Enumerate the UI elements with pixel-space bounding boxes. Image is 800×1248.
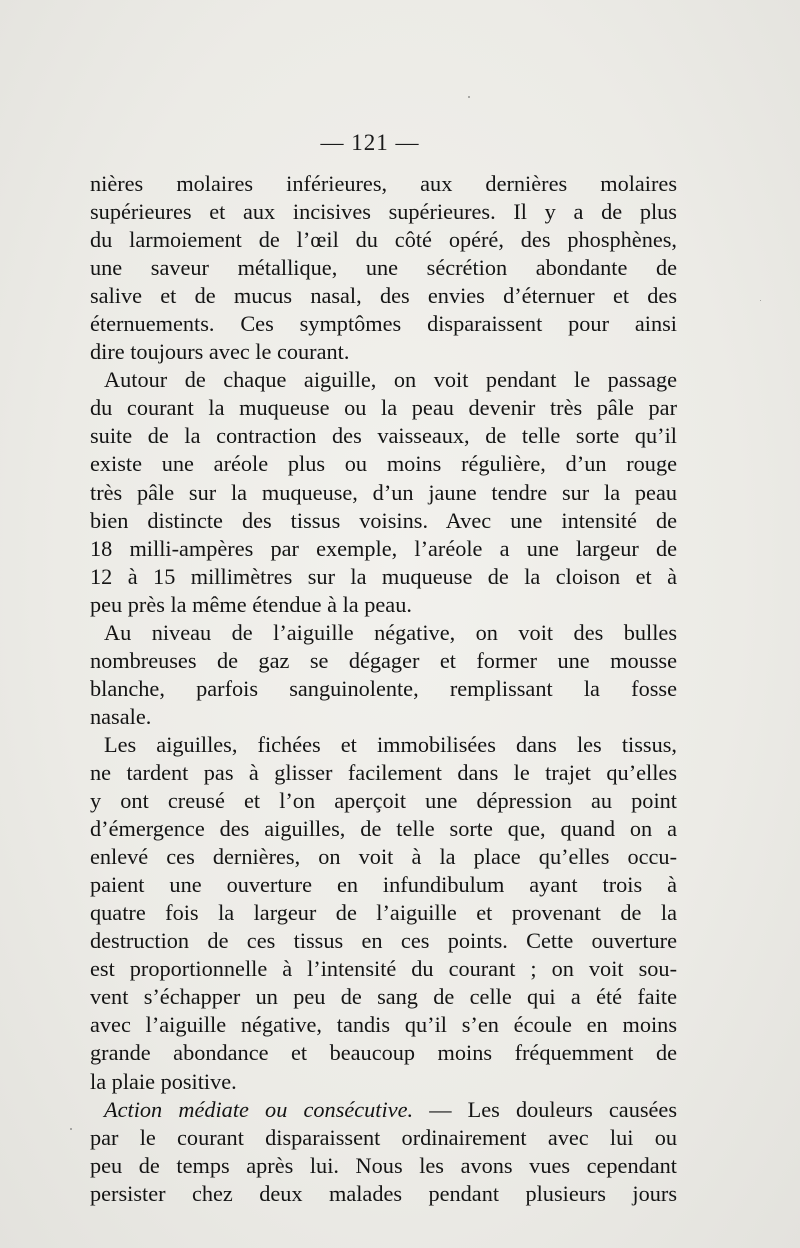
text-line: du larmoiement de l’œil du côté opéré, des phosphènes, xyxy=(90,227,677,253)
text-line: la plaie positive. xyxy=(90,1068,237,1094)
text-line: grande abondance et beaucoup moins fréquemment de xyxy=(90,1040,677,1066)
text-line: bien distincte des tissus voisins. Avec une intensité de xyxy=(90,507,677,533)
text-line: nombreuses de gaz se dégager et former une mousse xyxy=(90,647,677,673)
text-line: y ont creusé et l’on aperçoit une dépression au point xyxy=(90,788,677,814)
text-line: vent s’échapper un peu de sang de celle qui a été faite xyxy=(90,984,677,1010)
text-line: d’émergence des aiguilles, de telle sorte que, quand on a xyxy=(90,816,677,842)
text-line: paient une ouverture en infundibulum ayant trois à xyxy=(90,872,677,898)
text-line-rest: — Les douleurs causées xyxy=(413,1096,677,1122)
text-line: blanche, parfois sanguinolente, remplissant la fosse xyxy=(90,675,677,701)
text-line: éternuements. Ces symptômes disparaissent pour ainsi xyxy=(90,311,677,337)
text-line: persister chez deux malades pendant plusieurs jours xyxy=(90,1180,677,1206)
text-line: est proportionnelle à l’intensité du courant ; on voit sou- xyxy=(90,956,677,982)
body-text xyxy=(90,170,677,1208)
page-number: — 121 — xyxy=(320,130,420,155)
text-line: par le courant disparaissent ordinairement avec lui ou xyxy=(90,1124,677,1150)
text-line: quatre fois la largeur de l’aiguille et provenant de la xyxy=(90,900,677,926)
text-line: Les aiguilles, fichées et immobilisées dans les tissus, xyxy=(104,731,677,757)
section-heading-italic: Action médiate ou consécutive. xyxy=(104,1096,414,1122)
text-line: avec l’aiguille négative, tandis qu’il s’en écoule en moins xyxy=(90,1012,677,1038)
text-line: nasale. xyxy=(90,703,152,729)
paper-speck xyxy=(70,1128,72,1130)
text-line: suite de la contraction des vaisseaux, de telle sorte qu’il xyxy=(90,423,677,449)
text-line: très pâle sur la muqueuse, d’un jaune tendre sur la peau xyxy=(90,479,677,505)
text-line: enlevé ces dernières, on voit à la place qu’elles occu- xyxy=(90,844,677,870)
text-line: 18 milli-ampères par exemple, l’aréole a une largeur de xyxy=(90,535,677,561)
text-line: peu près la même étendue à la peau. xyxy=(90,591,412,617)
paper-speck xyxy=(468,96,470,98)
text-line: peu de temps après lui. Nous les avons vues cependant xyxy=(90,1152,677,1178)
text-line: Autour de chaque aiguille, on voit pendant le passage xyxy=(104,367,677,393)
text-line: une saveur métallique, une sécrétion abondante de xyxy=(90,255,677,281)
text-line xyxy=(90,1096,677,1124)
paper-speck xyxy=(760,300,761,301)
text-line: supérieures et aux incisives supérieures. Il y a de plus xyxy=(90,199,677,225)
text-line: du courant la muqueuse ou la peau devenir très pâle par xyxy=(90,395,677,421)
text-line: Au niveau de l’aiguille négative, on voit des bulles xyxy=(104,619,677,645)
text-line: existe une aréole plus ou moins régulière, d’un rouge xyxy=(90,451,677,477)
text-line: nières molaires inférieures, aux dernières molaires xyxy=(90,171,677,196)
text-line: ne tardent pas à glisser facilement dans le trajet qu’elles xyxy=(90,759,677,785)
text-line: salive et de mucus nasal, des envies d’éternuer et des xyxy=(90,283,677,309)
text-line: 12 à 15 millimètres sur la muqueuse de la cloison et à xyxy=(90,563,677,589)
text-line: destruction de ces tissus en ces points. Cette ouverture xyxy=(90,928,677,954)
text-line: dire toujours avec le courant. xyxy=(90,339,350,365)
